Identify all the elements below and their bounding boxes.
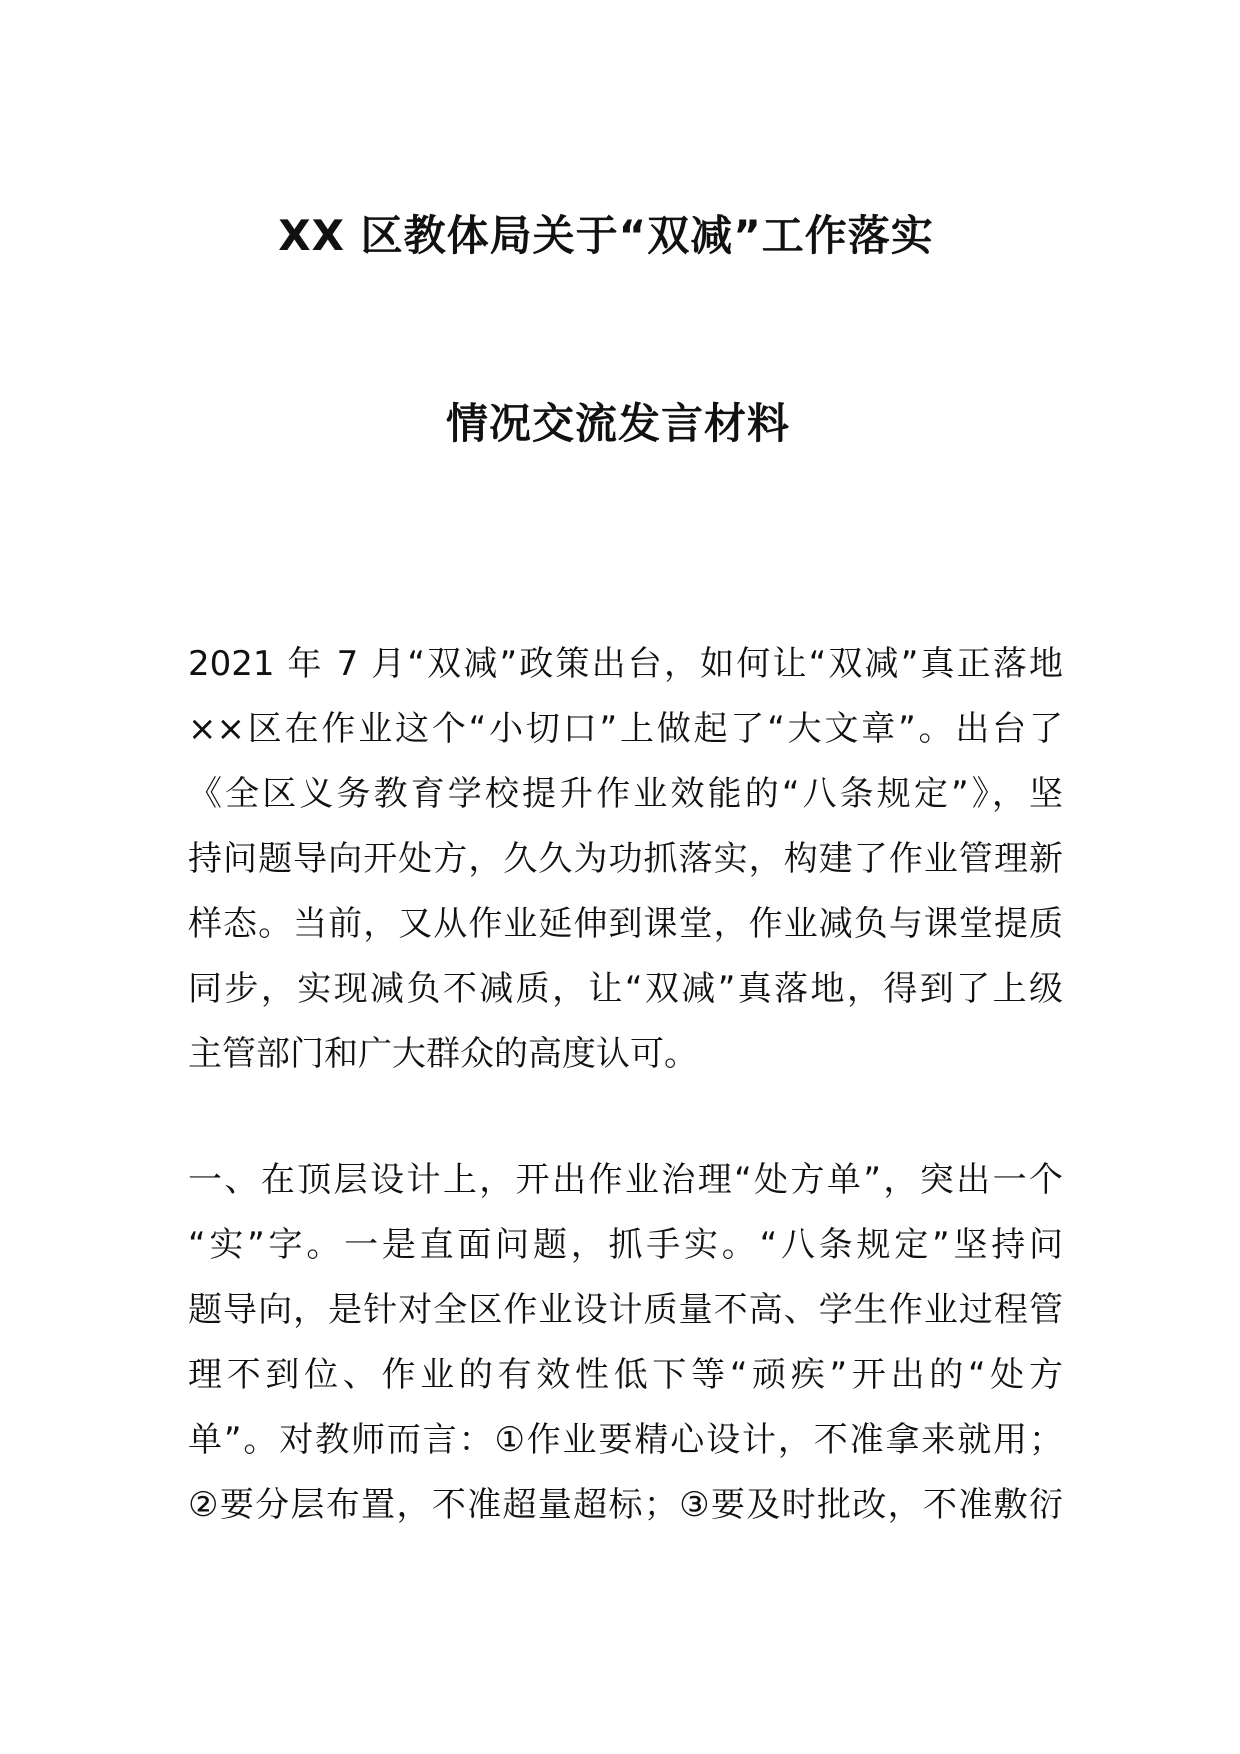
- intro-line: 同步，实现减负不减质，让“双减”真落地，得到了上级: [188, 969, 1063, 1009]
- section-one-line: 一、在顶层设计上，开出作业治理“处方单”，突出一个: [188, 1160, 1063, 1200]
- section-one-line: 单”。对教师而言：①作业要精心设计，不准拿来就用；: [188, 1420, 1063, 1460]
- document-title-line-2: 情况交流发言材料: [445, 399, 790, 448]
- document-title-line-1: XX 区教体局关于“双减”工作落实: [278, 211, 934, 260]
- section-one-line: ②要分层布置，不准超量超标；③要及时批改，不准敷衍: [188, 1485, 1063, 1525]
- intro-line: 样态。当前，又从作业延伸到课堂，作业减负与课堂提质: [188, 904, 1063, 944]
- intro-line: 2021 年 7 月“双减”政策出台，如何让“双减”真正落地: [188, 644, 1063, 684]
- section-one-line: 题导向，是针对全区作业设计质量不高、学生作业过程管: [188, 1290, 1063, 1330]
- section-one-line: “实”字。一是直面问题，抓手实。“八条规定”坚持问: [188, 1225, 1063, 1265]
- intro-line: 持问题导向开处方，久久为功抓落实，构建了作业管理新: [188, 839, 1063, 879]
- section-one-line: 理不到位、作业的有效性低下等“顽疾”开出的“处方: [188, 1355, 1063, 1395]
- intro-line: ××区在作业这个“小切口”上做起了“大文章”。出台了: [188, 709, 1063, 749]
- intro-paragraph: [188, 632, 1063, 1087]
- intro-line: 《全区义务教育学校提升作业效能的“八条规定”》，坚: [188, 774, 1063, 814]
- section-one-paragraph: [188, 1148, 1063, 1538]
- intro-line: 主管部门和广大群众的高度认可。: [188, 1034, 698, 1074]
